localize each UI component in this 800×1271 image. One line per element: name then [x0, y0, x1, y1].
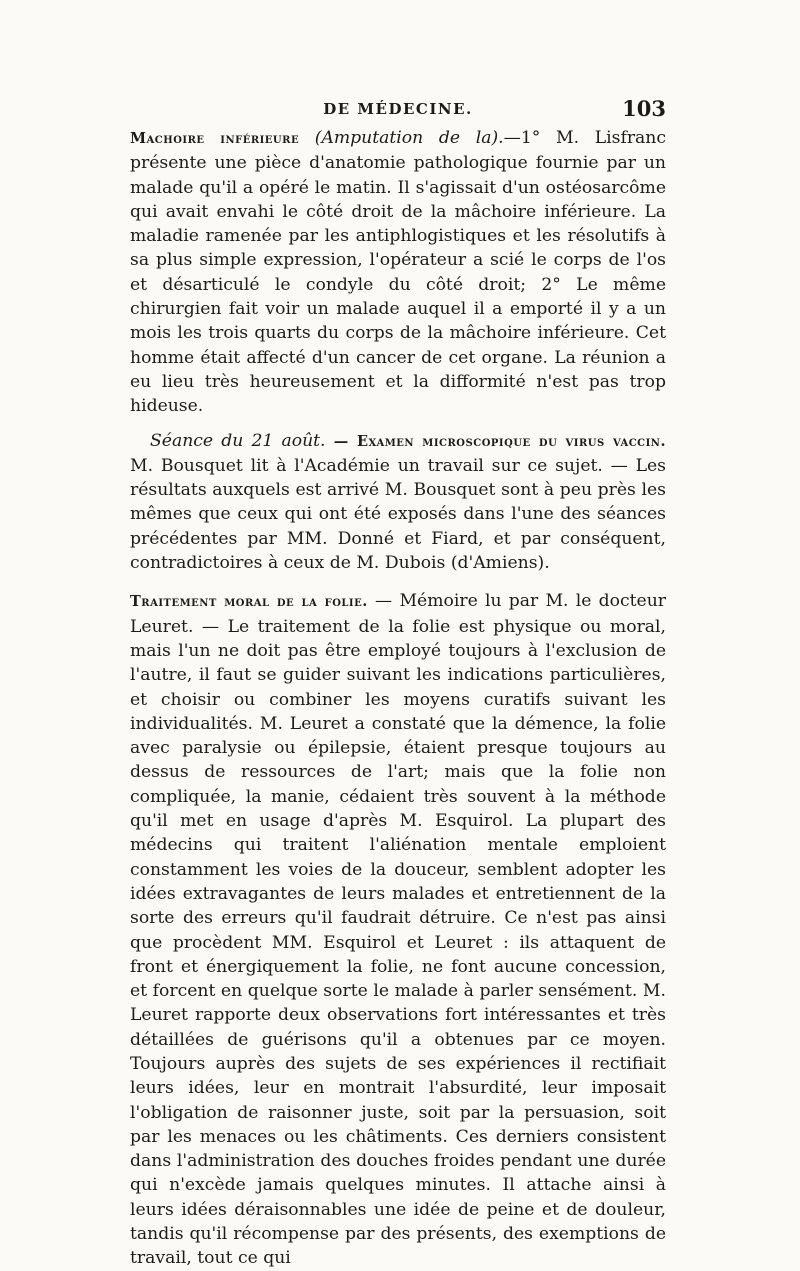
paragraph-traitement [130, 589, 666, 1270]
page-header [130, 96, 666, 124]
page-number: 103 [622, 96, 666, 121]
section-heading-italic: Séance du 21 août. [150, 430, 326, 451]
section-heading-italic: (Amputation de la). [299, 128, 504, 148]
paragraph-machoire [130, 126, 666, 419]
running-head: DE MÉDECINE. [323, 100, 473, 118]
body-text [130, 126, 666, 1271]
section-heading: Traitement moral de la folie. [130, 593, 368, 611]
section-heading: — Examen microscopique du virus vaccin. [325, 432, 666, 450]
paragraph-text: —1° M. Lisfranc présente une pièce d'anatomie pathologique fournie par un malade qu'il a opéré le matin. Il s'agissait d'un ostéosarcôme qui avait envahi le côté droit de la mâchoire inférieure. La maladie ramenée par les antiphlogistiques et les résolutifs à sa plus simple expression, l'opérateur a scié le corps de l'os et désarticulé le condyle du côté droit; 2° Le même chirurgien fait voir un malade auquel il a emporté il y a un mois les trois quarts du corps de la mâchoire inférieure. Cet homme était affecté d'un cancer de cet organe. La réunion a eu lieu très heureusement et la difformité n'est pas trop hideuse. [130, 128, 666, 417]
paragraph-seance [130, 429, 666, 576]
paragraph-text: M. Bousquet lit à l'Académie un travail sur ce sujet. — Les résultats auxquels est arrivé M. Bousquet sont à peu près les mêmes que ceux qui ont été exposés dans l'une des séances précédentes par MM. Donné et Fiard, et par conséquent, contradictoires à ceux de M. Dubois (d'Amiens). [130, 455, 666, 574]
section-heading: Machoire inférieure [130, 130, 300, 147]
paragraph-text: — Mémoire lu par M. le docteur Leuret. — Le traitement de la folie est physique ou moral, mais l'un ne doit pas être employé toujours à l'exclusion de l'autre, il faut se guider suivant les indications particulières, et choisir ou combiner les moyens curatifs suivant les individualités. M. Leuret a constaté que la démence, la folie avec paralysie ou épilepsie, étaient presque toujours au dessus de ressources de l'art; mais que la folie non compliquée, la manie, cédaient très souvent à la méthode qu'il met en usage d'après M. Esquirol. La plupart des médecins qui traitent l'aliénation mentale emploient constamment les voies de la douceur, semblent adopter les idées extravagantes de leurs malades et entretiennent de la sorte des erreurs qu'il faudrait détruire. Ce n'est pas ainsi que procèdent MM. Esquirol et Leuret : ils attaquent de front et énergiquement la folie, ne font aucune concession, et forcent en quelque sorte le malade à parler sensément. M. Leuret rapporte deux observations fort intéressantes et très détaillées de guérisons qu'il a obtenues par ce moyen. Toujours auprès des sujets de ses expériences il rectifiait leurs idées, leur en montrait l'absurdité, leur imposait l'obligation de raisonner juste, soit par la persuasion, soit par les menaces ou les châtiments. Ces derniers consistent dans l'administration des douches froides pendant une durée qui n'excède jamais quelques minutes. Il attache ainsi à leurs idées déraisonnables une idée de peine et de douleur, tandis qu'il récompense par des présents, des exemptions de travail, tout ce qui [130, 591, 666, 1269]
